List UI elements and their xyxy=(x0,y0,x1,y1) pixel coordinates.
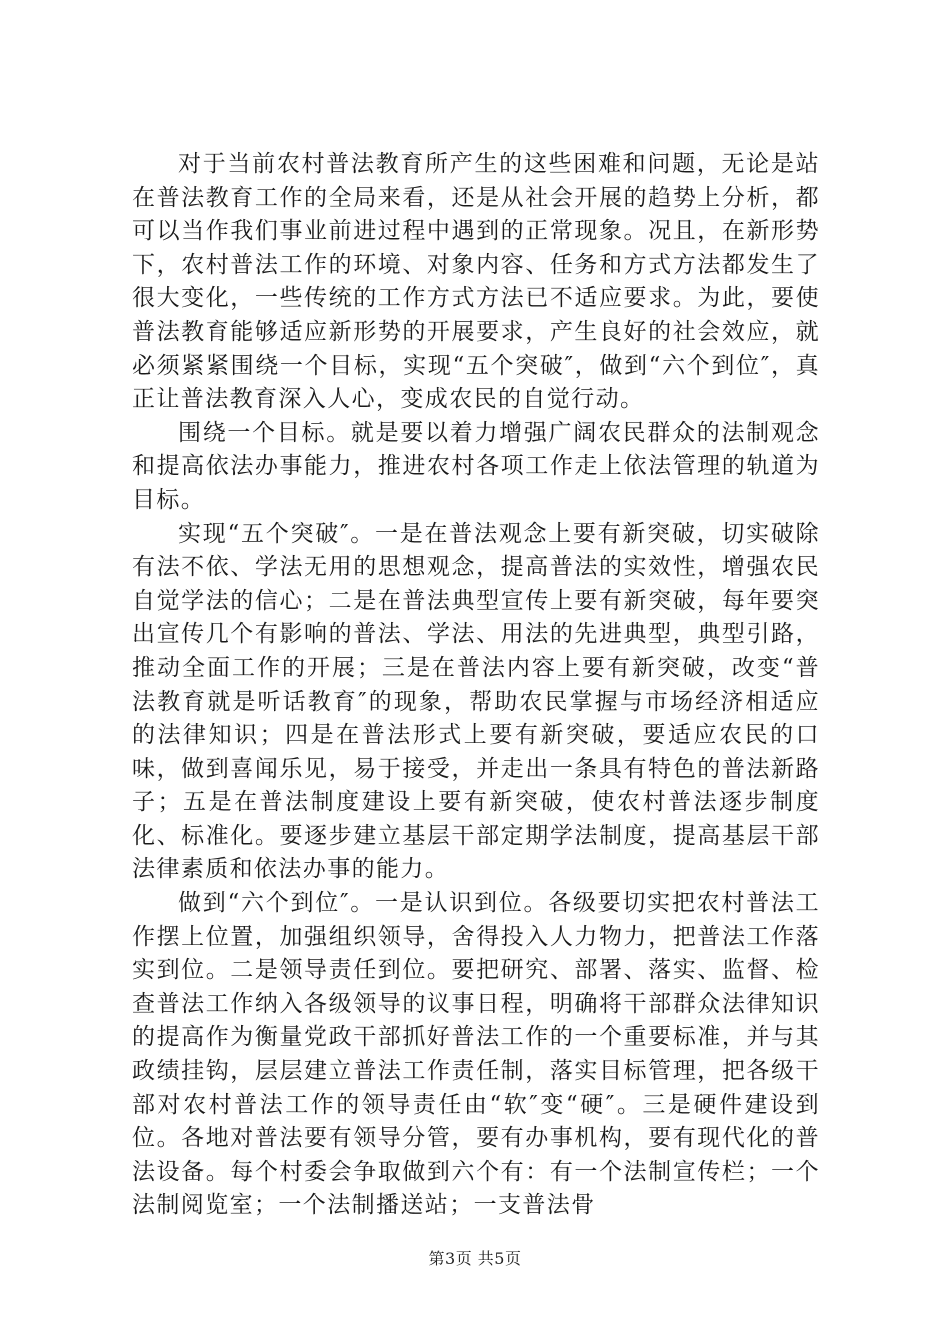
paragraph-six-in-place: 做到“六个到位″。一是认识到位。各级要切实把农村普法工作摆上位置，加强组织领导，舍得投入人力物力，把普法工作落实到位。二是领导责任到位。要把研究、部署、落实、监督、检查普法工作纳入各级领导的议事日程，明确将干部群众法律知识的提高作为衡量党政干部抓好普法工作的一个重要标准，并与其政绩挂钩，层层建立普法工作责任制，落实目标管理，把各级干部对农村普法工作的领导责任由“软″变“硬″。三是硬件建设到位。各地对普法要有领导分管，要有办事机构，要有现代化的普法设备。每个村委会争取做到六个有：有一个法制宣传栏；一个法制阅览室；一个法制播送站；一支普法骨 xyxy=(132,890,820,1219)
paragraph-intro: 对于当前农村普法教育所产生的这些困难和问题，无论是站在普法教育工作的全局来看，还是从社会开展的趋势上分析，都可以当作我们事业前进过程中遇到的正常现象。况且，在新形势下，农村普法工作的环境、对象内容、任务和方式方法都发生了很大变化，一些传统的工作方式方法已不适应要求。为此，要使普法教育能够适应新形势的开展要求，产生良好的社会效应，就必须紧紧围绕一个目标，实现“五个突破″，做到“六个到位″，真正让普法教育深入人心，变成农民的自觉行动。 xyxy=(132,151,820,413)
document-body xyxy=(132,148,820,1223)
page-number-footer: 第3页 共5页 xyxy=(428,1249,522,1268)
paragraph-one-goal: 围绕一个目标。就是要以着力增强广阔农民群众的法制观念和提高依法办事能力，推进农村各项工作走上依法管理的轨道为目标。 xyxy=(132,419,820,513)
paragraph-five-breakthroughs: 实现“五个突破″。一是在普法观念上要有新突破，切实破除有法不依、学法无用的思想观念，提高普法的实效性，增强农民自觉学法的信心；二是在普法典型宣传上要有新突破，每年要突出宣传几个有影响的普法、学法、用法的先进典型，典型引路，推动全面工作的开展；三是在普法内容上要有新突破，改变“普法教育就是听话教育″的现象，帮助农民掌握与市场经济相适应的法律知识；四是在普法形式上要有新突破，要适应农民的口味，做到喜闻乐见，易于接受，并走出一条具有特色的普法新路子；五是在普法制度建设上要有新突破，使农村普法逐步制度化、标准化。要逐步建立基层干部定期学法制度，提高基层干部法律素质和依法办事的能力。 xyxy=(132,520,820,883)
